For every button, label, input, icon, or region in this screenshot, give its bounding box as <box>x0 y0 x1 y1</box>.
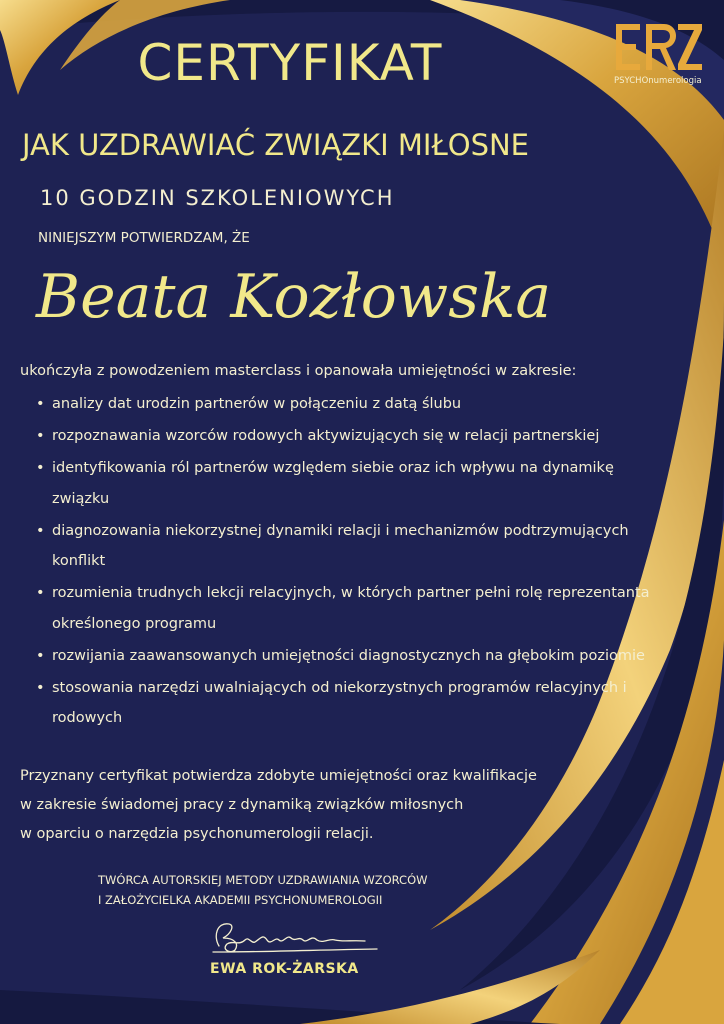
skill-item: • rozwijania zaawansowanych umiejętności diagnostycznych na głębokim poziomie <box>34 641 654 672</box>
signature-image <box>205 916 385 958</box>
creator-line: I ZAŁOŻYCIELKA AKADEMII PSYCHONUMEROLOGII <box>98 893 383 907</box>
conclusion-line: w zakresie świadomej pracy z dynamiką związków miłosnych <box>20 797 464 813</box>
skills-list <box>34 389 654 735</box>
creator-title <box>98 870 428 910</box>
skill-item: • identyfikowania ról partnerów względem siebie oraz ich wpływu na dynamikę związku <box>34 453 654 514</box>
conclusion-line: Przyznany certyfikat potwierdza zdobyte umiejętności oraz kwalifikacje <box>20 768 537 784</box>
conclusion-text <box>20 762 537 849</box>
skill-item: • rozumienia trudnych lekcji relacyjnych, w których partner pełni rolę reprezentanta określonego programu <box>34 578 654 639</box>
skill-item: • stosowania narzędzi uwalniających od niekorzystnych programów relacyjnych i rodowych <box>34 673 654 734</box>
logo-subtitle: PSYCHOnumerologia <box>614 76 702 86</box>
skill-item: • diagnozowania niekorzystnej dynamiki relacji i mechanizmów podtrzymujących konflikt <box>34 516 654 577</box>
course-title: JAK UZDRAWIAĆ ZWIĄZKI MIŁOSNE <box>22 128 529 162</box>
confirmation-line: NINIEJSZYM POTWIERDZAM, ŻE <box>38 230 250 246</box>
skill-item: • analizy dat urodzin partnerów w połączeniu z datą ślubu <box>34 389 654 420</box>
certificate-title: CERTYFIKAT <box>137 34 443 92</box>
training-hours: 10 GODZIN SZKOLENIOWYCH <box>40 186 395 210</box>
intro-text: ukończyła z powodzeniem masterclass i opanowała umiejętności w zakresie: <box>20 363 577 379</box>
creator-line: TWÓRCA AUTORSKIEJ METODY UZDRAWIANIA WZORCÓW <box>98 873 428 887</box>
skill-item: • rozpoznawania wzorców rodowych aktywizujących się w relacji partnerskiej <box>34 421 654 452</box>
conclusion-line: w oparciu o narzędzia psychonumerologii relacji. <box>20 826 374 842</box>
recipient-name: Beata Kozłowska <box>36 262 552 332</box>
signer-name: EWA ROK-ŻARSKA <box>210 961 359 977</box>
